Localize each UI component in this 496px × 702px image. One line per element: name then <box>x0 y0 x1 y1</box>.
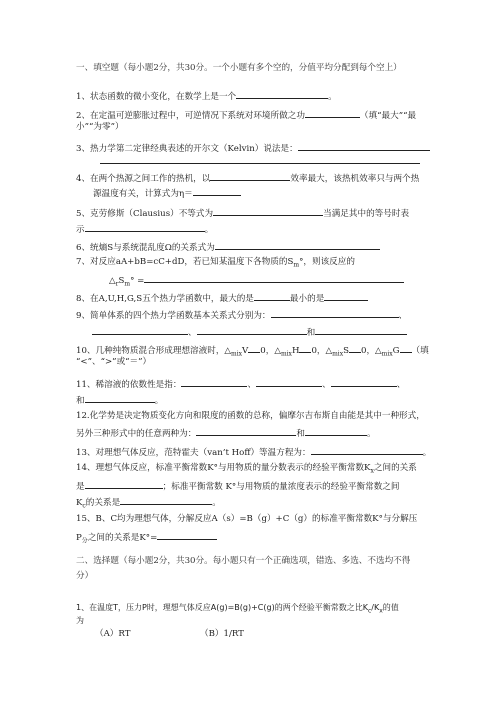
question-1-text: 1、状态函数的微小变化，在数学上是一个 <box>76 92 237 102</box>
question-2 <box>76 108 416 122</box>
question-14 <box>76 463 417 477</box>
answer-blank[interactable] <box>324 291 368 301</box>
question-14-text-c: 是 <box>76 482 85 492</box>
question-4-text: 4、在两个热源之间工作的热机，以 <box>76 174 211 184</box>
answer-blank[interactable] <box>120 495 212 505</box>
question-2-hint: （填“最大”“最 <box>359 111 417 121</box>
question-12-cont <box>76 426 376 440</box>
question-2-cont: 小”“为零”） <box>76 122 124 132</box>
pressure-symbol: P <box>76 533 82 543</box>
answer-blank[interactable] <box>197 325 307 335</box>
answer-blank[interactable] <box>181 377 247 387</box>
choice-question-1 <box>76 602 399 617</box>
choice-option-b[interactable]: （B）1/RT <box>200 629 244 639</box>
answer-blank[interactable] <box>254 291 290 301</box>
question-1-end: 。 <box>328 92 337 102</box>
answer-blank[interactable] <box>210 171 290 181</box>
question-12: 12.化学势是决定物质变化方向和限度的函数的总称，偏摩尔吉布斯自由能是其中一种形式， <box>76 411 425 421</box>
question-4-text-b: 效率最大，该热机效率只与两个热 <box>290 174 420 184</box>
question-1 <box>76 89 337 103</box>
question-6 <box>76 240 380 254</box>
answer-blank[interactable] <box>349 343 361 353</box>
answer-blank[interactable] <box>85 479 163 489</box>
answer-blank[interactable] <box>298 141 430 151</box>
answer-blank[interactable] <box>311 445 423 455</box>
question-8-text-b: 最小的是 <box>289 294 325 304</box>
enthalpy-symbol: H <box>291 346 300 356</box>
question-9-text: 9、简单体系的四个热力学函数基本关系式分别为： <box>76 311 271 321</box>
question-4-cont <box>93 186 241 200</box>
choice-question-1-cont: 为 <box>76 616 84 625</box>
subscript: m <box>124 280 131 288</box>
question-7-text-b: °，则该反应的 <box>299 257 355 267</box>
question-11-cont <box>76 393 163 407</box>
answer-blank[interactable] <box>85 393 155 403</box>
gibbs-symbol: G <box>392 346 400 356</box>
separator: 、 <box>322 380 331 390</box>
conjunction: 和 <box>76 396 85 406</box>
subscript: c <box>82 502 86 510</box>
conjunction: 和 <box>296 429 305 439</box>
question-13 <box>76 445 431 459</box>
answer-blank[interactable] <box>85 222 205 232</box>
subscript: r <box>115 280 119 288</box>
question-7-cont <box>109 273 404 290</box>
question-5 <box>76 206 409 220</box>
question-15: 15、B、C均为理想气体，分解反应A（s）=B（g）+C（g）的标准平衡常数K°与分解压 <box>76 514 418 524</box>
question-7-text: 7、对反应aA+bB=cC+dD，若已知某温度下各物质的S <box>76 257 294 267</box>
separator: 、 <box>247 380 257 390</box>
answer-blank[interactable] <box>305 426 367 436</box>
question-11 <box>76 377 405 391</box>
answer-blank[interactable] <box>196 426 296 436</box>
answer-blank[interactable] <box>256 377 322 387</box>
question-5-text-b: 当满足其中的等号时表 <box>323 209 410 219</box>
subscript-mix: mix <box>332 350 344 358</box>
kc-symbol: K <box>76 498 83 508</box>
subscript-mix: mix <box>280 350 292 358</box>
question-5-cont <box>76 222 213 236</box>
answer-blank[interactable] <box>236 89 328 99</box>
delta-symbol: 0，△ <box>361 346 382 356</box>
question-7 <box>76 257 355 271</box>
answer-blank[interactable] <box>248 343 260 353</box>
delta-symbol: △ <box>109 276 116 286</box>
question-10-text: 10、几种纯物质混合形成理想溶液时，△ <box>76 346 232 356</box>
answer-blank[interactable] <box>92 325 188 335</box>
question-12-text-b: 另外三种形式中的任意两种为： <box>76 429 197 439</box>
question-3 <box>76 141 430 155</box>
answer-blank[interactable] <box>299 343 311 353</box>
question-15-cont <box>76 530 217 547</box>
question-11-text: 11、稀溶液的依数性是指： <box>76 380 182 390</box>
question-14-text-e: 的关系是 <box>85 498 121 508</box>
question-2-text: 2、在定温可逆膨胀过程中，可逆情况下系统对环境所做之功 <box>76 111 305 121</box>
question-5-text: 5、克劳修斯（Clausius）不等式为 <box>76 209 214 219</box>
question-14-end: 。 <box>212 498 221 508</box>
volume-symbol: V <box>242 346 249 356</box>
answer-blank[interactable] <box>271 308 399 318</box>
entropy-symbol: S <box>343 346 349 356</box>
separator: 、 <box>398 311 408 321</box>
question-11-end: 。 <box>154 396 164 406</box>
question-4-text-c: 源温度有关，计算式为η＝ <box>93 189 193 199</box>
subscript: c <box>367 607 372 615</box>
subscript: x <box>370 467 374 475</box>
section1-header: 一、填空题（每小题2分，共30分。一个小题有多个空的，分值平均分配到每个空上） <box>76 63 402 73</box>
answer-blank[interactable] <box>331 377 397 387</box>
answer-blank[interactable] <box>315 325 407 335</box>
delta-symbol: 0，△ <box>260 346 281 356</box>
question-10-hint: （填 <box>411 346 429 356</box>
section2-header: 二、选择题（每小题2分，共30分。每小题只有一个正确选项，错选、多选、不选均不得 <box>76 556 411 566</box>
question-5-text-c: 示 <box>76 225 85 235</box>
question-15-text-b: 之间的关系是K°= <box>87 533 158 543</box>
subscript: x <box>379 607 383 615</box>
answer-blank[interactable] <box>193 186 241 196</box>
question-14-text: 14、理想气体反应，标准平衡常数K°与用物质的量分数表示的经验平衡常数K <box>76 463 371 473</box>
choice-question-1-text: 1、在温度T，压力P时，理想气体反应A(g)=B(g)+C(g)的两个经验平衡常数之比K <box>76 603 368 612</box>
question-5-end: 。 <box>204 225 214 235</box>
question-14-cont <box>76 479 400 493</box>
question-9 <box>76 308 407 322</box>
question-6-text: 6、统熵S与系统混乱度Ω的关系式为 <box>76 243 215 253</box>
answer-blank[interactable] <box>157 530 217 540</box>
question-14-cont2 <box>76 495 221 512</box>
question-13-end: 。 <box>422 448 432 458</box>
answer-blank[interactable] <box>215 240 380 250</box>
question-8-text: 8、在A,U,H,G,S五个热力学函数中，最大的是 <box>76 294 254 304</box>
subscript: 分 <box>81 537 88 545</box>
choice-question-1-text-b: 的值 <box>382 603 399 612</box>
entropy-symbol: S <box>118 276 125 286</box>
question-12-end: 。 <box>366 429 376 439</box>
delta-symbol: 0，△ <box>311 346 333 356</box>
question-10-cont: “<”、“>”或“＝”） <box>76 357 152 367</box>
conjunction: 和 <box>306 328 316 338</box>
subscript: m <box>293 261 300 269</box>
subscript-mix: mix <box>231 350 243 358</box>
ratio-symbol: /K <box>371 603 380 612</box>
answer-blank[interactable] <box>305 108 360 118</box>
subscript-mix: mix <box>381 350 393 358</box>
answer-line[interactable] <box>100 163 420 164</box>
question-13-text: 13、对理想气体反应，范特霍夫（van’t Hoff）等温方程为： <box>76 448 311 458</box>
question-9-cont <box>92 325 407 339</box>
question-3-text: 3、热力学第二定律经典表述的开尔文（Kelvin）说法是： <box>76 144 298 154</box>
question-4 <box>76 171 419 185</box>
answer-blank[interactable] <box>213 206 323 216</box>
question-14-text-d: ；标准平衡常数 K°与用物质的量浓度表示的经验平衡常数之间 <box>162 482 400 492</box>
choice-option-a[interactable]: （A）RT <box>95 629 131 639</box>
answer-blank[interactable] <box>400 343 412 353</box>
answer-blank[interactable] <box>144 273 404 283</box>
question-7-eq: ° = <box>130 276 145 286</box>
question-14-text-b: 之间的关系 <box>373 463 417 473</box>
section2-header-cont: 分） <box>76 571 94 581</box>
separator: 、 <box>396 380 406 390</box>
separator: 、 <box>188 328 197 338</box>
question-8 <box>76 291 368 305</box>
